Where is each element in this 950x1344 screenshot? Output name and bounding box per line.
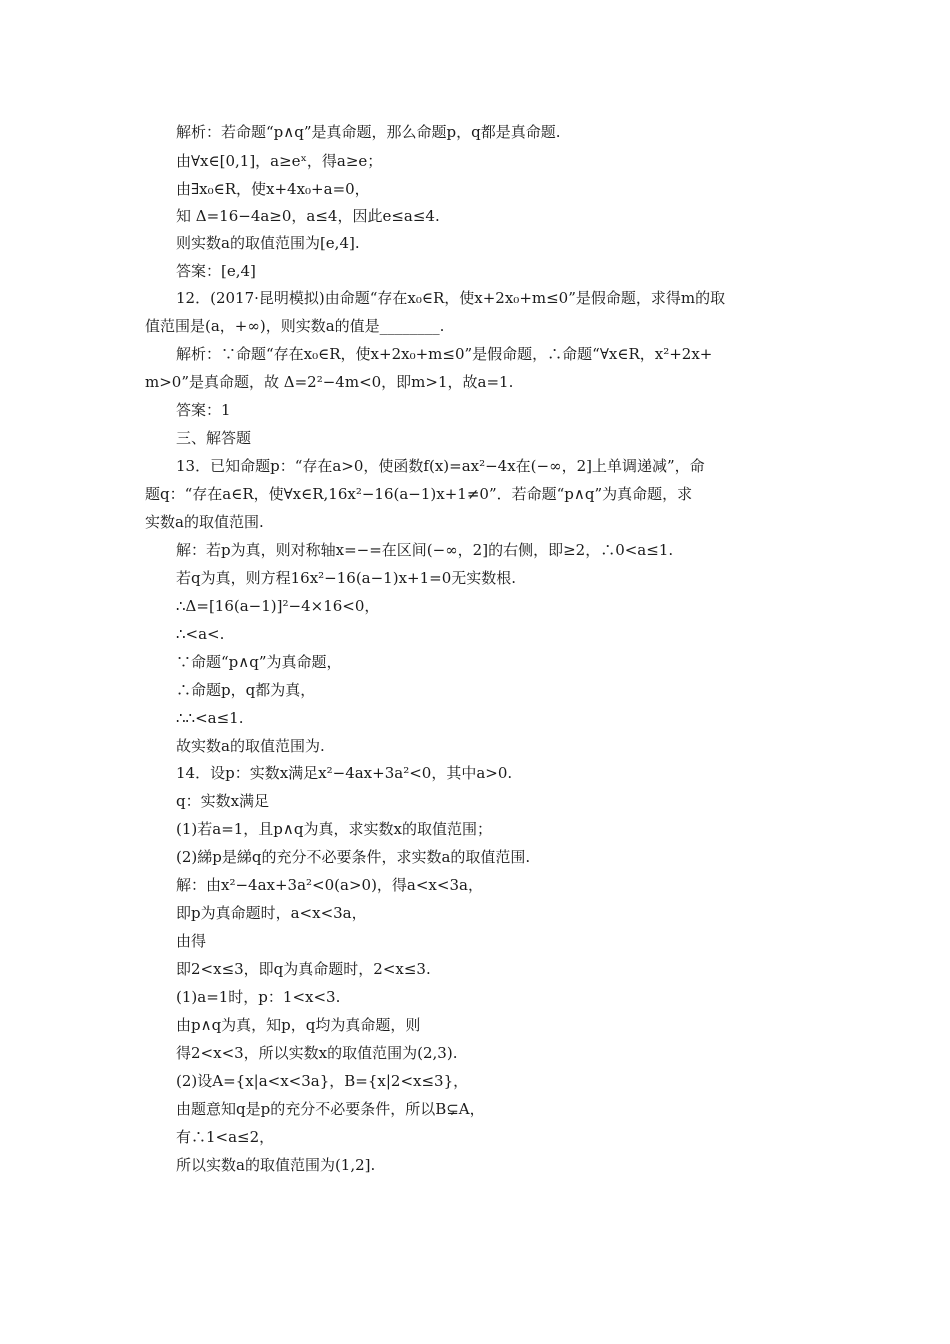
text-line: (2)綈p是綈q的充分不必要条件，求实数a的取值范围. <box>176 848 531 866</box>
text-line: 故实数a的取值范围为. <box>176 737 325 755</box>
text-line: (2)设A={x|a<x<3a}，B={x|2<x≤3}， <box>176 1072 469 1090</box>
question-12-line: 12．(2017·昆明模拟)由命题“存在x₀∈R，使x+2x₀+m≤0”是假命题，求得m的取 <box>176 289 726 307</box>
text-line: 即p为真命题时，a<x<3a， <box>176 904 367 922</box>
text-line: 解析：∵命题“存在x₀∈R，使x+2x₀+m≤0”是假命题，∴命题“∀x∈R，x²+2x+ <box>176 345 713 363</box>
question-13-line: 实数a的取值范围. <box>145 513 264 531</box>
text-line: ∴命题p，q都为真， <box>176 681 316 699</box>
text-line: 解：若p为真，则对称轴x=−=在区间(−∞，2]的右侧，即≥2，∴0<a≤1. <box>176 541 674 559</box>
text-line: 由得 <box>176 932 207 950</box>
question-13-line: 题q：“存在a∈R，使∀x∈R,16x²−16(a−1)x+1≠0”．若命题“p∧q”为真命题，求 <box>145 485 693 503</box>
text-line: m>0”是真命题，故 Δ=2²−4m<0，即m>1，故a=1. <box>145 373 514 391</box>
text-line: ∴Δ=[16(a−1)]²−4×16<0， <box>176 597 380 615</box>
answer-line: 答案：1 <box>176 401 231 419</box>
text-line: 解：由x²−4ax+3a²<0(a>0)，得a<x<3a， <box>176 876 483 894</box>
text-line: q：实数x满足 <box>176 792 270 810</box>
question-14-line: 14．设p：实数x满足x²−4ax+3a²<0，其中a>0. <box>176 764 513 782</box>
text-line: 由p∧q为真，知p，q均为真命题，则 <box>176 1016 421 1034</box>
text-line: 有∴1<a≤2， <box>176 1128 275 1146</box>
text-line: (1)a=1时，p：1<x<3. <box>176 988 341 1006</box>
answer-line: 答案：[e,4] <box>176 262 256 280</box>
text-line: 解析：若命题“p∧q”是真命题，那么命题p，q都是真命题. <box>176 123 561 141</box>
text-line: 则实数a的取值范围为[e,4]. <box>176 234 360 252</box>
text-line: 所以实数a的取值范围为(1,2]. <box>176 1156 376 1174</box>
question-13-line: 13．已知命题p：“存在a>0，使函数f(x)=ax²−4x在(−∞，2]上单调递减”，命 <box>176 457 705 475</box>
text-line: 若q为真，则方程16x²−16(a−1)x+1=0无实数根. <box>176 569 517 587</box>
text-line: 得2<x<3，所以实数x的取值范围为(2,3). <box>176 1044 458 1062</box>
text-line: 由∃x₀∈R，使x+4x₀+a=0， <box>176 180 370 198</box>
text-line: 知 Δ=16−4a≥0，a≤4，因此e≤a≤4. <box>176 207 440 225</box>
text-line: (1)若a=1，且p∧q为真，求实数x的取值范围； <box>176 820 492 838</box>
text-line: 即2<x≤3，即q为真命题时，2<x≤3. <box>176 960 431 978</box>
text-line: 由题意知q是p的充分不必要条件，所以B⊊A， <box>176 1100 485 1118</box>
question-12-line: 值范围是(a，+∞)，则实数a的值是________. <box>145 317 445 335</box>
text-line: ∵命题“p∧q”为真命题， <box>176 653 342 671</box>
section-heading: 三、解答题 <box>176 429 252 447</box>
text-line: ∴<a<. <box>176 625 225 643</box>
text-line: ∴∴<a≤1. <box>176 709 244 727</box>
text-line: 由∀x∈[0,1]，a≥eˣ，得a≥e； <box>176 152 383 170</box>
